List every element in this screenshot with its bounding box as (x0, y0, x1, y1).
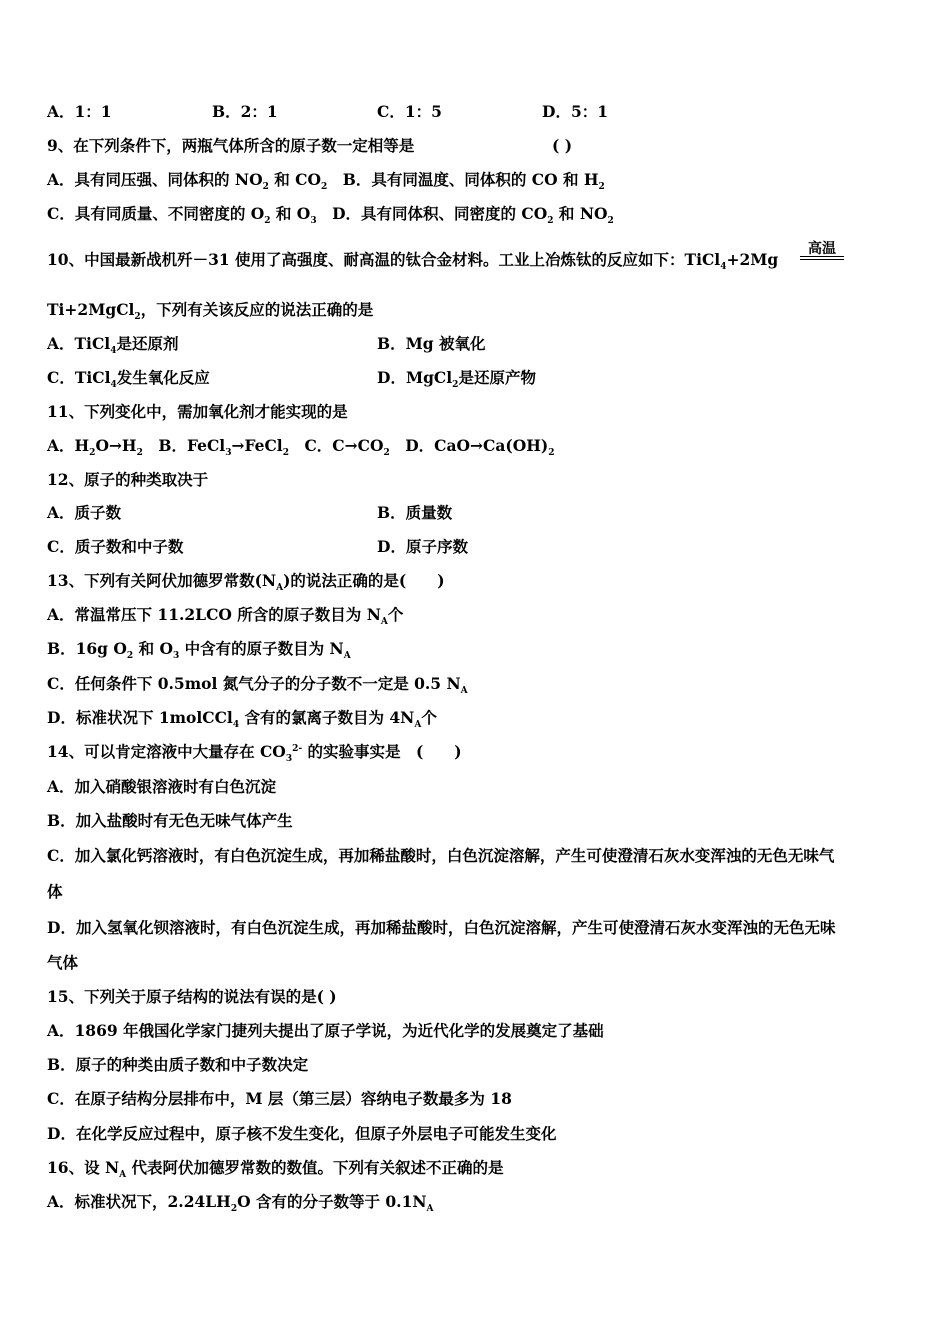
option-column (212, 100, 278, 124)
text-segment: 气体 (47, 953, 79, 972)
reaction-condition (800, 238, 844, 260)
text-segment: 代表阿伏加德罗常数的数值。下列有关叙述不正确的是 (126, 1158, 504, 1177)
line-text (47, 298, 373, 322)
text-segment: 的实验事实是 ( ) (302, 742, 462, 761)
text-segment: A．质子数 (47, 503, 122, 522)
text-segment: B．质量数 (377, 503, 453, 522)
text-segment: D．在化学反应过程中，原子核不发生变化，但原子外层电子可能发生变化 (47, 1124, 557, 1143)
text-segment: 含有的氯离子数目为 4N (239, 708, 415, 727)
text-segment: 是还原产物 (458, 368, 536, 387)
option-column (47, 535, 183, 559)
subscript-text: A (276, 583, 284, 594)
subscript-text: A (380, 617, 388, 628)
text-segment: B．具有同温度、同体积的 CO 和 H (327, 170, 599, 189)
subscript-text: 2 (134, 312, 141, 323)
line-text (47, 603, 403, 627)
text-segment: 9、在下列条件下，两瓶气体所含的原子数一定相等是 (47, 136, 415, 155)
option-column (47, 366, 210, 390)
line-text (47, 168, 605, 192)
subscript-text: 4 (720, 262, 727, 273)
option-column (542, 100, 608, 124)
subscript-text: 2 (607, 216, 614, 227)
option-column (377, 535, 468, 559)
subscript-text: 2 (262, 182, 269, 193)
text-segment: B．FeCl (142, 436, 226, 455)
text-segment: C．质子数和中子数 (47, 537, 184, 556)
text-segment: ，下列有关该反应的说法正确的是 (140, 300, 374, 319)
subscript-text: 3 (310, 216, 317, 227)
subscript-text: 2 (547, 216, 554, 227)
text-segment: D．具有同体积、同密度的 CO (316, 204, 548, 223)
text-segment: B．16g O (47, 639, 127, 658)
line-text (47, 202, 614, 226)
line-text (47, 637, 351, 661)
text-segment: O→H (95, 436, 137, 455)
text-segment: B．原子的种类由质子数和中子数决定 (47, 1055, 309, 1074)
text-segment: A．H (47, 436, 90, 455)
text-segment: C．C→CO (288, 436, 384, 455)
text-segment: 10、中国最新战机歼－31 使用了高强度、耐高温的钛合金材料。工业上冶炼钛的反应如下：TiCl (47, 250, 721, 269)
subscript-text: 2 (282, 448, 289, 459)
subscript-text: 4 (232, 720, 240, 731)
line-text (47, 844, 834, 868)
option-column (47, 134, 414, 158)
subscript-text: 4 (110, 346, 117, 357)
subscript-text: A (460, 686, 468, 697)
text-segment: C．TiCl (47, 368, 111, 387)
text-segment: C．任何条件下 0.5mol 氮气分子的分子数不一定是 0.5 N (47, 674, 461, 693)
text-segment: 中含有的原子数目为 N (179, 639, 344, 658)
line-text (47, 880, 63, 904)
line-text (47, 468, 208, 492)
subscript-text: 2 (452, 380, 459, 391)
text-segment: 个 (421, 708, 437, 727)
text-segment: D．加入氢氧化钡溶液时，有白色沉淀生成，再加稀盐酸时，白色沉淀溶解，产生可使澄清石灰水变浑浊的无色无味 (47, 918, 836, 937)
line-text (47, 775, 276, 799)
subscript-text: 3 (285, 754, 293, 765)
text-segment: )的说法正确的是( ) (283, 571, 445, 590)
line-text (47, 1053, 308, 1077)
text-segment: C．具有同质量、不同密度的 O (47, 204, 265, 223)
option-column (377, 332, 486, 356)
text-segment: 16、设 N (47, 1158, 120, 1177)
text-segment: C．加入氯化钙溶液时，有白色沉淀生成，再加稀盐酸时，白色沉淀溶解，产生可使澄清石灰水变浑浊的无色无味气 (47, 846, 835, 865)
option-column (47, 100, 112, 124)
line-text (47, 1122, 556, 1146)
line-text (47, 985, 337, 1009)
text-segment: 和 NO (553, 204, 608, 223)
subscript-text: 2 (548, 448, 555, 459)
reaction-condition-label: 高温 (808, 241, 836, 257)
text-segment: 体 (47, 882, 63, 901)
text-segment: 和 O (133, 639, 173, 658)
text-segment: C．在原子结构分层排布中，M 层（第三层）容纳电子数最多为 18 (47, 1089, 512, 1108)
text-segment: A．具有同压强、同体积的 NO (47, 170, 263, 189)
text-segment: 发生氧化反应 (116, 368, 210, 387)
subscript-text: 3 (172, 651, 180, 662)
text-segment: D．标准状况下 1molCCl (47, 708, 233, 727)
text-segment: D．MgCl (377, 368, 453, 387)
line-text (47, 1156, 504, 1180)
text-segment: B．Mg 被氧化 (377, 334, 486, 353)
subscript-text: A (119, 1170, 127, 1181)
supscript-text: 2- (292, 743, 303, 754)
subscript-text: 2 (383, 448, 390, 459)
line-text (47, 1190, 434, 1214)
text-segment: →FeCl (231, 436, 283, 455)
option-column (47, 501, 121, 525)
text-segment: 12、原子的种类取决于 (47, 470, 209, 489)
subscript-text: A (343, 651, 351, 662)
text-segment: D．CaO→Ca(OH) (389, 436, 549, 455)
line-text (47, 951, 78, 975)
subscript-text: A (426, 1204, 434, 1215)
text-segment: O 含有的分子数等于 0.1N (237, 1192, 427, 1211)
text-segment: B．2：1 (212, 102, 278, 121)
line-text (47, 672, 468, 696)
text-segment: 14、可以肯定溶液中大量存在 CO (47, 742, 286, 761)
text-segment: +2Mg (726, 250, 779, 269)
line-text (47, 434, 555, 458)
line-text (47, 1019, 604, 1043)
subscript-text: 2 (264, 216, 271, 227)
option-column (377, 366, 536, 390)
text-segment: ( ) (552, 136, 573, 155)
text-segment: D．原子序数 (377, 537, 468, 556)
option-column (552, 134, 572, 158)
text-segment: A．1869 年俄国化学家门捷列夫提出了原子学说，为近代化学的发展奠定了基础 (47, 1021, 604, 1040)
text-segment: 15、下列关于原子结构的说法有误的是( ) (47, 987, 337, 1006)
text-segment: 和 O (270, 204, 311, 223)
option-column (377, 501, 452, 525)
subscript-text: 2 (321, 182, 328, 193)
subscript-text: 2 (230, 1204, 238, 1215)
line-text (47, 809, 293, 833)
subscript-text: A (414, 720, 422, 731)
subscript-text: 4 (110, 380, 117, 391)
text-segment: A．加入硝酸银溶液时有白色沉淀 (47, 777, 277, 796)
text-segment: 个 (387, 605, 404, 624)
line-text (47, 248, 778, 272)
line-text (47, 706, 437, 730)
subscript-text: 2 (136, 448, 143, 459)
option-column (47, 332, 178, 356)
text-segment: A．常温常压下 11.2LCO 所含的原子数目为 N (47, 605, 381, 624)
subscript-text: 3 (225, 448, 232, 459)
text-segment: A．TiCl (47, 334, 111, 353)
text-segment: 是还原剂 (116, 334, 179, 353)
line-text (47, 740, 462, 764)
text-segment: B．加入盐酸时有无色无味气体产生 (47, 811, 293, 830)
line-text (47, 569, 445, 593)
option-column (377, 100, 442, 124)
text-segment: Ti+2MgCl (47, 300, 135, 319)
line-text (47, 916, 835, 940)
subscript-text: 2 (126, 651, 134, 662)
text-segment: C．1：5 (377, 102, 442, 121)
text-segment: A．1：1 (47, 102, 112, 121)
line-text (47, 400, 348, 424)
text-segment: 13、下列有关阿伏加德罗常数(N (47, 571, 277, 590)
text-segment: D．5：1 (542, 102, 609, 121)
text-segment: 11、下列变化中，需加氧化剂才能实现的是 (47, 402, 348, 421)
text-segment: A．标准状况下，2.24LH (47, 1192, 231, 1211)
subscript-text: 2 (598, 182, 605, 193)
text-segment: 和 CO (268, 170, 321, 189)
line-text (47, 1087, 512, 1111)
subscript-text: 2 (89, 448, 96, 459)
